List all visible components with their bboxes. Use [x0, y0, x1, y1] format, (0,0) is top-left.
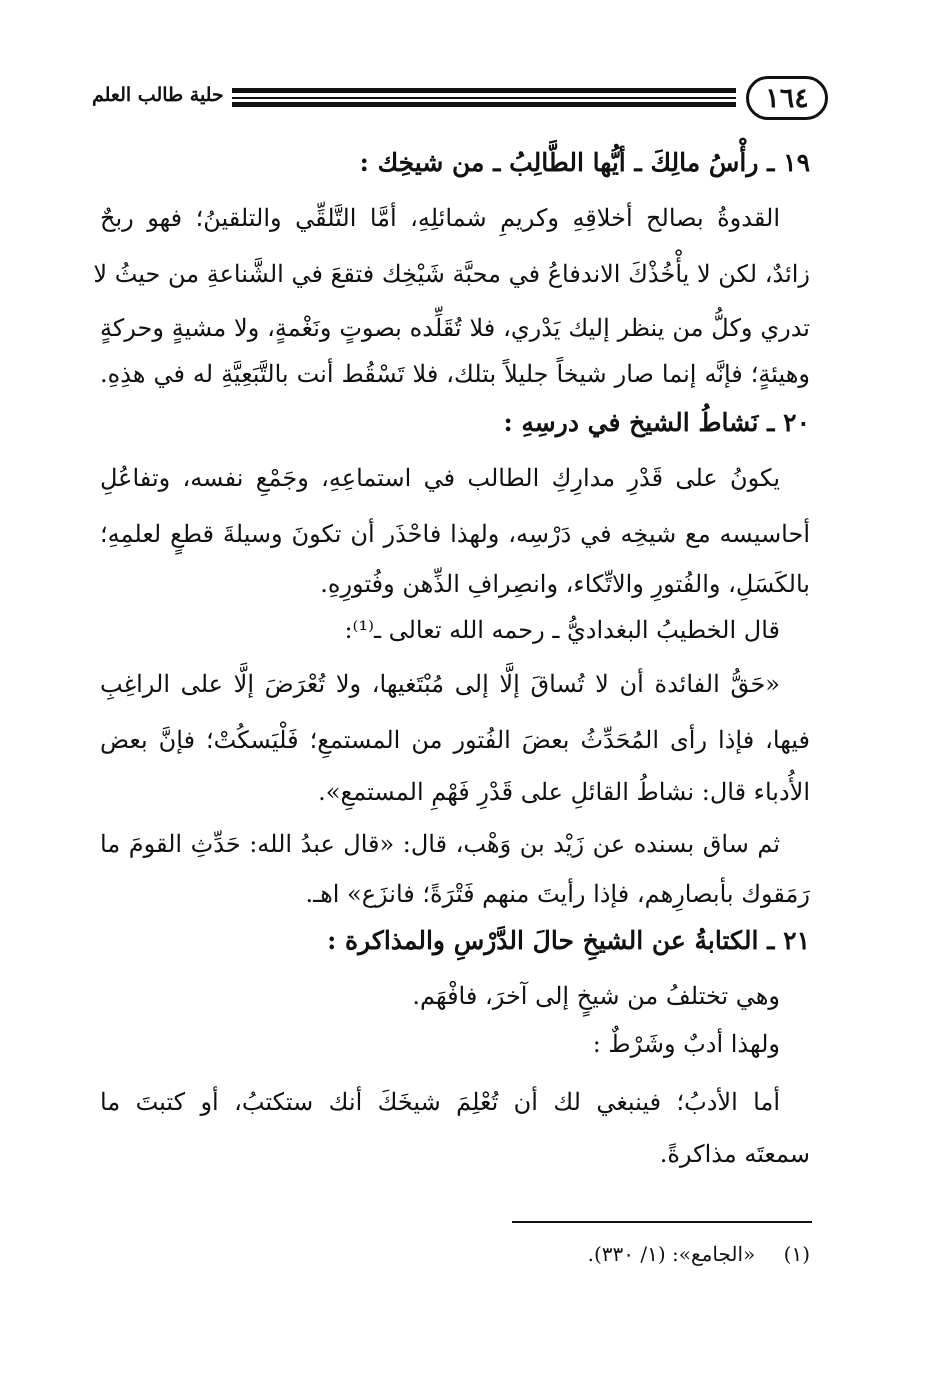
- footnote: [588, 1242, 810, 1266]
- page-number: ١٦٤: [746, 76, 828, 120]
- paragraph-line: وهي تختلفُ من شيخٍ إلى آخرَ، فافْهَم.: [412, 982, 780, 1010]
- body-text: [93, 0, 811, 1376]
- paragraph-line: زائدٌ، لكن لا يأْخُذْكَ الاندفاعُ في محبَّة شَيْخِك فتقعَ في الشَّناعةِ من حيثُ لا: [93, 260, 810, 288]
- paragraph-line: سمعتَه مذاكرةً.: [659, 1140, 810, 1168]
- paragraph-line: ثم ساق بسنده عن زَيْد بن وَهْب، قال: «قال عبدُ الله: حَدِّثِ القومَ ما: [100, 830, 780, 858]
- section-heading-20: ٢٠ ـ نَشاطُ الشيخ في درسِهِ :: [503, 408, 810, 437]
- paragraph-line: رَمَقوك بأبصارِهم، فإذا رأيتَ منهم فَتْرَةً؛ فانزَع» اهـ.: [305, 880, 810, 908]
- paragraph-line: أما الأدبُ؛ فينبغي لك أن تُعْلِمَ شيخَكَ أنك ستكتبُ، أو كتبتَ ما: [100, 1088, 780, 1116]
- quote-line: فيها، فإذا رأى المُحَدِّثُ بعضَ الفُتور من المستمعِ؛ فَلْيَسكُتْ؛ فإنَّ بعض: [100, 726, 811, 754]
- footnote-text: «الجامع»: (١/ ٣٣٠).: [587, 1242, 756, 1266]
- paragraph-line: القدوةُ بصالح أخلاقِهِ وكريمِ شمائلِهِ، أمَّا التَّلقِّي والتلقينُ؛ فهو ربحٌ: [100, 204, 780, 232]
- paragraph-line: وهيئةٍ؛ فإنَّه إنما صار شيخاً جليلاً بتلك، فلا تَسْقُط أنت بالتَّبَعِيَّةِ له في هذِهِ.: [100, 360, 810, 388]
- footnote-divider: [512, 1221, 812, 1223]
- footnote-number: (١): [783, 1242, 810, 1266]
- paragraph-line: ولهذا أدبٌ وشَرْطٌ :: [592, 1030, 780, 1058]
- book-title: حلية طالب العلم: [92, 84, 224, 106]
- citation-intro: قال الخطيبُ البغداديُّ ـ رحمه الله تعالى ـ⁽¹⁾:: [344, 616, 780, 644]
- paragraph-line: بالكَسَلِ، والفُتورِ والاتِّكاء، وانصِرافِ الذِّهن وفُتورِهِ.: [320, 570, 810, 598]
- section-heading-21: ٢١ ـ الكتابةُ عن الشيخِ حالَ الدَّرْسِ والمذاكرة :: [327, 926, 810, 955]
- section-heading-19: ١٩ ـ رأْسُ مالِكَ ـ أيُّها الطَّالِبُ ـ من شيخِك :: [359, 148, 810, 177]
- paragraph-line: يكونُ على قَدْرِ مدارِكِ الطالب في استماعِهِ، وجَمْعِ نفسه، وتفاعُلِ: [100, 464, 780, 492]
- quote-line: الأُدباء قال: نشاطُ القائلِ على قَدْرِ فَهْمِ المستمعِ».: [318, 778, 810, 806]
- paragraph-line: تدري وكلُّ من ينظر إليك يَدْري، فلا تُقَلِّده بصوتٍ ونَغْمةٍ، ولا مشيةٍ وحركةٍ: [100, 314, 810, 342]
- quote-line: «حَقُّ الفائدة أن لا تُساقَ إلَّا إلى مُبْتَغيها، ولا تُعْرَضَ إلَّا على الراغِبِ: [100, 670, 780, 698]
- paragraph-line: أحاسيسه مع شيخِه في دَرْسِه، ولهذا فاحْذَر أن تكونَ وسيلةَ قطعٍ لعلمِهِ؛: [100, 520, 810, 548]
